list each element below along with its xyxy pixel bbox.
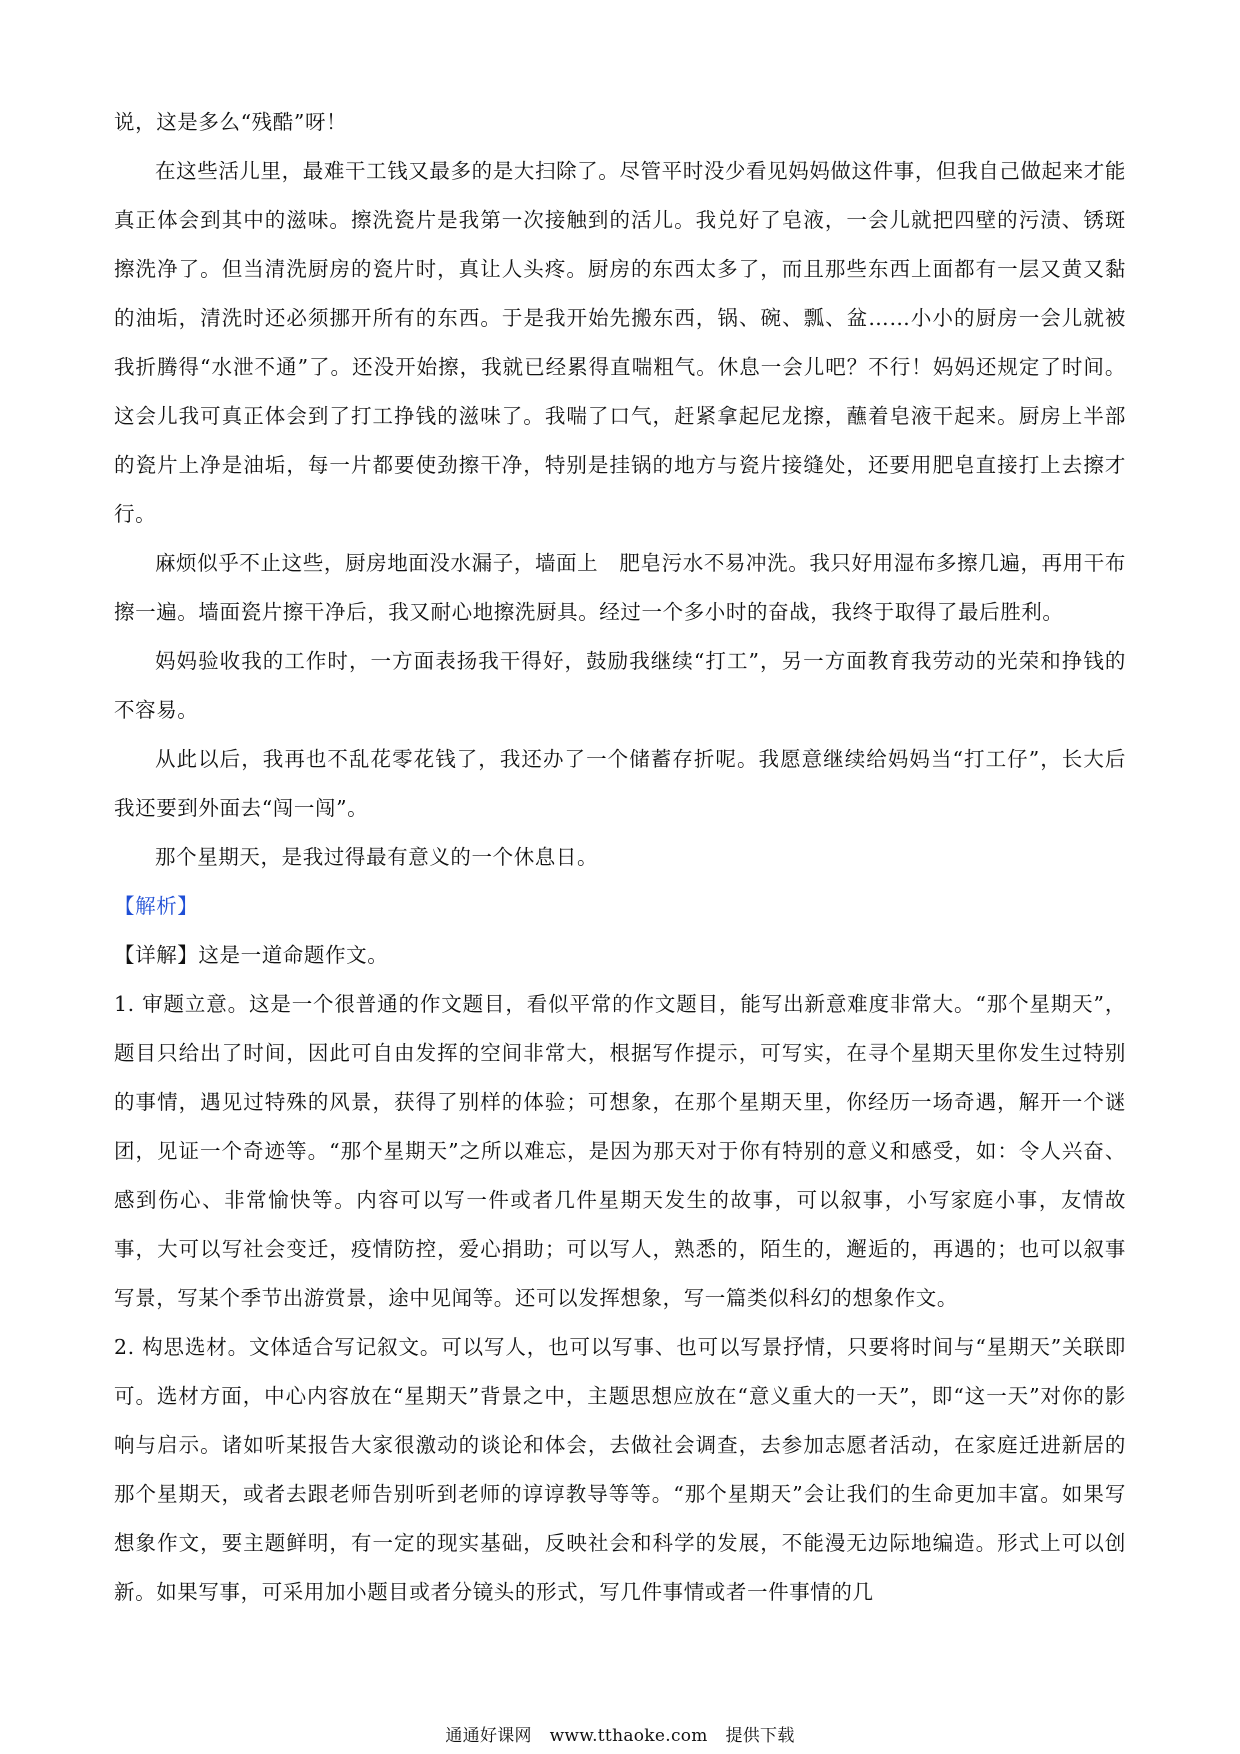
analysis-point-2: 2. 构思选材。文体适合写记叙文。可以写人，也可以写事、也可以写景抒情，只要将时间与“星期天”关联即可。选材方面，中心内容放在“星期天”背景之中，主题思想应放在“意义重大的一天”，即“这一天”对你的影响与启示。诸如听某报告大家很激动的谈论和体会，去做社会调查，去参加志愿者活动，在家庭迁进新居的那个星期天，或者去跟老师告别听到老师的谆谆教导等等。“那个星期天”会让我们的生命更加丰富。如果写想象作文，要主题鲜明，有一定的现实基础，反映社会和科学的发展，不能漫无边际地编造。形式上可以创新。如果写事，可采用加小题目或者分镜头的形式，写几件事情或者一件事情的几 [114, 1335, 1126, 1604]
essay-paragraph-2: 在这些活儿里，最难干工钱又最多的是大扫除了。尽管平时没少看见妈妈做这件事，但我自己做起来才能真正体会到其中的滋味。擦洗瓷片是我第一次接触到的活儿。我兑好了皂液，一会儿就把四壁的污渍、锈斑擦洗净了。但当清洗厨房的瓷片时，真让人头疼。厨房的东西太多了，而且那些东西上面都有一层又黄又黏的油垢，清洗时还必须挪开所有的东西。于是我开始先搬东西，锅、碗、瓢、盆……小小的厨房一会儿就被我折腾得“水泄不通”了。还没开始擦，我就已经累得直喘粗气。休息一会儿吧？不行！妈妈还规定了时间。这会儿我可真正体会到了打工挣钱的滋味了。我喘了口气，赶紧拿起尼龙擦，蘸着皂液干起来。厨房上半部的瓷片上净是油垢，每一片都要使劲擦干净，特别是挂锅的地方与瓷片接缝处，还要用肥皂直接打上去擦才行。 [114, 159, 1126, 526]
analysis-heading: 【解析】 [114, 894, 199, 918]
essay-paragraph-4: 妈妈验收我的工作时，一方面表扬我干得好，鼓励我继续“打工”，另一方面教育我劳动的光荣和挣钱的不容易。 [114, 649, 1126, 722]
footer-suffix: 提供下载 [725, 1726, 795, 1746]
essay-paragraph-1: 说，这是多么“残酷”呀！ [114, 110, 348, 134]
detail-line: 【详解】这是一道命题作文。 [114, 943, 389, 967]
footer-site-name: 通通好课网 [445, 1726, 532, 1746]
footer-url: www.tthaoke.com [549, 1726, 708, 1746]
essay-paragraph-5: 从此以后，我再也不乱花零花钱了，我还办了一个储蓄存折呢。我愿意继续给妈妈当“打工仔”，长大后我还要到外面去“闯一闯”。 [114, 747, 1126, 820]
document-body [114, 98, 1126, 1617]
essay-paragraph-3: 麻烦似乎不止这些，厨房地面没水漏子，墙面上 肥皂污水不易冲洗。我只好用湿布多擦几遍，再用干布擦一遍。墙面瓷片擦干净后，我又耐心地擦洗厨具。经过一个多小时的奋战，我终于取得了最后胜利。 [114, 551, 1126, 624]
essay-paragraph-6: 那个星期天，是我过得最有意义的一个休息日。 [155, 845, 599, 869]
analysis-point-1: 1. 审题立意。这是一个很普通的作文题目，看似平常的作文题目，能写出新意难度非常大。“那个星期天”，题目只给出了时间，因此可自由发挥的空间非常大，根据写作提示，可写实，在寻个星期天里你发生过特别的事情，遇见过特殊的风景，获得了别样的体验；可想象，在那个星期天里，你经历一场奇遇，解开一个谜团，见证一个奇迹等。“那个星期天”之所以难忘，是因为那天对于你有特别的意义和感受，如：令人兴奋、感到伤心、非常愉快等。内容可以写一件或者几件星期天发生的故事，可以叙事，小写家庭小事，友情故事，大可以写社会变迁，疫情防控，爱心捐助；可以写人，熟悉的，陌生的，邂逅的，再遇的；也可以叙事写景，写某个季节出游赏景，途中见闻等。还可以发挥想象，写一篇类似科幻的想象作文。 [114, 992, 1126, 1310]
page-footer [0, 1724, 1240, 1748]
